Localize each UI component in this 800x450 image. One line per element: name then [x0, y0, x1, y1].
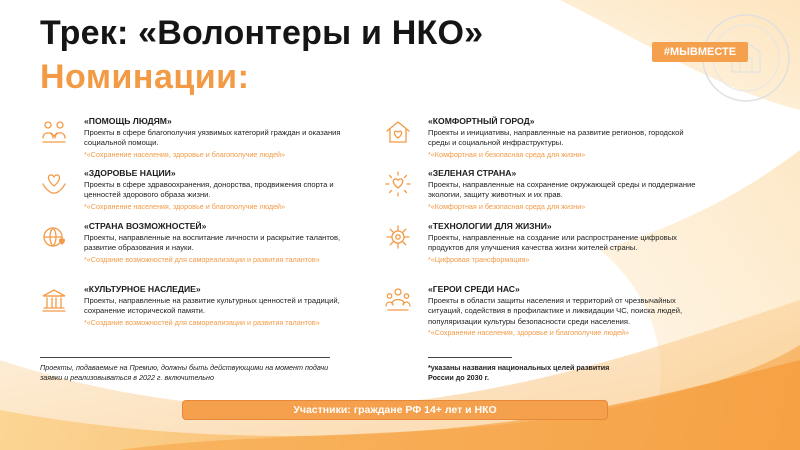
nomination-description: Проекты в сфере здравоохранения, донорства, продвижения спорта и ценностей здорового образа жизни.: [84, 180, 334, 200]
nomination-goal: *«Сохранение населения, здоровье и благополучие людей»: [84, 201, 286, 211]
nomination-title: «КУЛЬТУРНОЕ НАСЛЕДИЕ»: [84, 284, 201, 294]
people-help-icon: [40, 118, 68, 146]
nomination-title: «ЗДОРОВЬЕ НАЦИИ»: [84, 168, 176, 178]
page-title: Трек: «Волонтеры и НКО»: [40, 14, 484, 52]
nomination-goal: *«Комфортная и безопасная среда для жизни»: [428, 149, 586, 159]
nomination-goal: *«Комфортная и безопасная среда для жизни»: [428, 201, 586, 211]
nomination-title: «ПОМОЩЬ ЛЮДЯМ»: [84, 116, 172, 126]
page-subtitle: Номинации:: [40, 58, 250, 96]
footnote-national-goals: *указаны названия национальных целей развития России до 2030 г.: [428, 363, 610, 382]
nomination-description: Проекты в области защиты населения и территорий от чрезвычайных ситуаций, содействия в профилактике и ликвидации ЧС, поиска людей, популяризации культуры безопасности среди населения.: [428, 296, 683, 326]
hero-people-icon: [384, 286, 412, 314]
nomination-description: Проекты, направленные на воспитание личности и раскрытие талантов, развитие образования и науки.: [84, 233, 341, 253]
nomination-title: «ТЕХНОЛОГИИ ДЛЯ ЖИЗНИ»: [428, 221, 552, 231]
footnote-eligibility: Проекты, подаваемые на Премию, должны быть действующими на момент подачи заявки и реализовываться в 2022 г. включительно: [40, 363, 329, 382]
nomination-goal: *«Создание возможностей для самореализации и развития талантов»: [84, 317, 320, 327]
nomination-goal: *«Сохранение населения, здоровье и благополучие людей»: [428, 328, 630, 338]
hashtag-badge: #МЫВМЕСТЕ: [652, 42, 748, 62]
nomination-title: «КОМФОРТНЫЙ ГОРОД»: [428, 116, 535, 126]
house-heart-icon: [384, 118, 412, 146]
globe-heart-icon: [40, 223, 68, 251]
nomination-title: «ГЕРОИ СРЕДИ НАС»: [428, 284, 520, 294]
nomination-description: Проекты и инициативы, направленные на развитие регионов, городской среды и социальной инфраструктуры.: [428, 128, 684, 148]
nomination-goal: *«Цифровая трансформация»: [428, 254, 530, 264]
gear-tech-icon: [384, 223, 412, 251]
footnote-divider-left: [40, 357, 330, 358]
nomination-description: Проекты, направленные на развитие культурных ценностей и традиций, сохранение исторической памяти.: [84, 296, 340, 316]
nomination-title: «ЗЕЛЕНАЯ СТРАНА»: [428, 168, 517, 178]
nomination-goal: *«Создание возможностей для самореализации и развития талантов»: [84, 254, 320, 264]
leaf-heart-icon: [384, 170, 412, 198]
nomination-description: Проекты, направленные на сохранение окружающей среды и поддержание экологии, защиту животных и их прав.: [428, 180, 696, 200]
nomination-goal: *«Сохранение населения, здоровье и благополучие людей»: [84, 149, 286, 159]
participants-banner: Участники: граждане РФ 14+ лет и НКО: [182, 400, 608, 420]
museum-icon: [40, 286, 68, 314]
nomination-title: «СТРАНА ВОЗМОЖНОСТЕЙ»: [84, 221, 207, 231]
nomination-description: Проекты в сфере благополучия уязвимых категорий граждан и оказания социальной помощи.: [84, 128, 341, 148]
heart-hands-icon: [40, 170, 68, 198]
footnote-divider-right: [428, 357, 512, 358]
nomination-description: Проекты, направленные на создание или распространение цифровых продуктов для улучшения качества жизни жителей страны.: [428, 233, 677, 253]
